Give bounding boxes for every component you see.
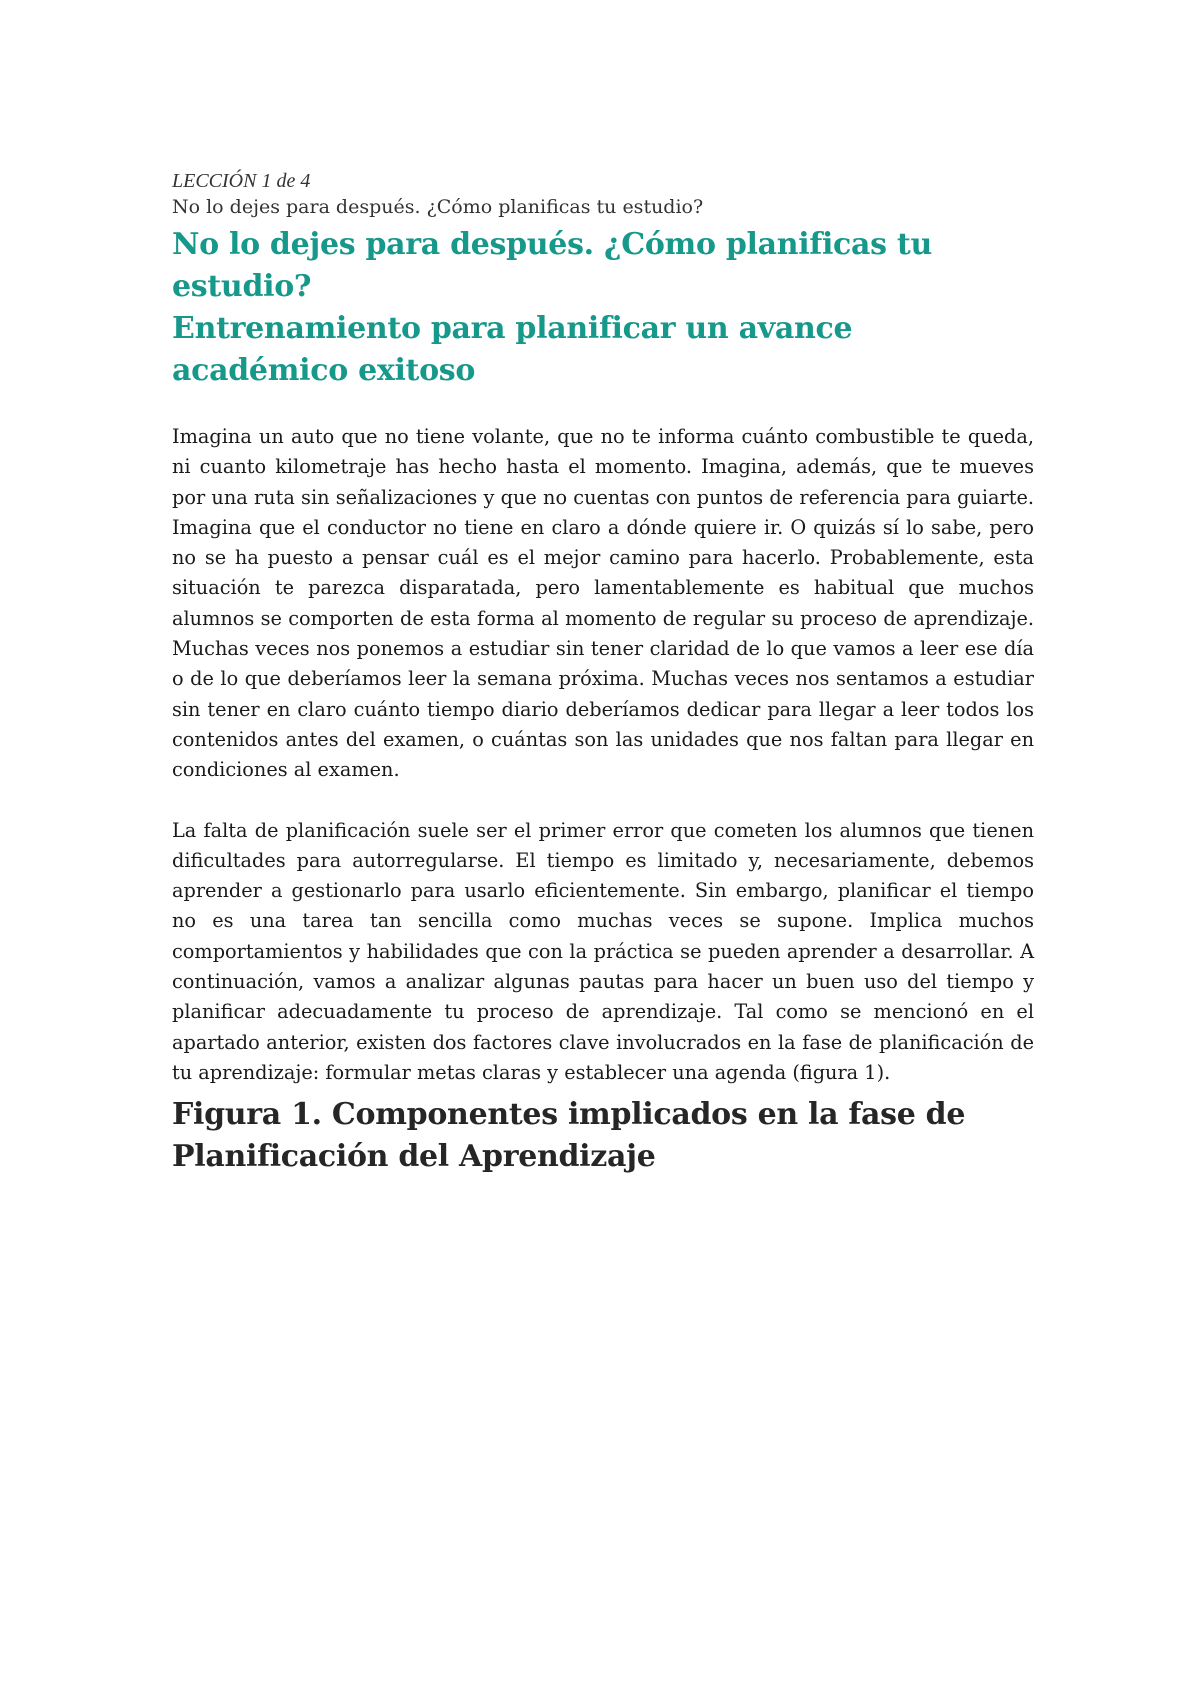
main-title-line-2: Entrenamiento para planificar un avance académico exitoso xyxy=(172,311,853,388)
lesson-subtitle: No lo dejes para después. ¿Cómo planificas tu estudio? xyxy=(172,196,704,218)
document-page xyxy=(172,168,1034,1178)
figure-title: Figura 1. Componentes implicados en la fase de Planificación del Aprendizaje xyxy=(172,1097,966,1175)
lesson-label: LECCIÓN 1 de 4 xyxy=(172,170,311,192)
body-paragraph-1: Imagina un auto que no tiene volante, que no te informa cuánto combustible te queda, ni cuanto kilometraje has hecho hasta el momento. Imagina, además, que te mueves por una ruta sin señalizaciones y que no cuentas con puntos de referencia para guiarte. Imagina que el conductor no tiene en claro a dónde quiere ir. O quizás sí lo sabe, pero no se ha puesto a pensar cuál es el mejor camino para hacerlo. Probablemente, esta situación te parezca disparatada, pero lamentablemente es habitual que muchos alumnos se comporten de esta forma al momento de regular su proceso de aprendizaje. Muchas veces nos ponemos a estudiar sin tener claridad de lo que vamos a leer ese día o de lo que deberíamos leer la semana próxima. Muchas veces nos sentamos a estudiar sin tener en claro cuánto tiempo diario deberíamos dedicar para llegar a leer todos los contenidos antes del examen, o cuántas son las unidades que nos faltan para llegar en condiciones al examen. xyxy=(172,425,1034,782)
main-title-line-1: No lo dejes para después. ¿Cómo planificas tu estudio? xyxy=(172,227,932,304)
main-title xyxy=(172,224,1034,392)
body-paragraph-2: La falta de planificación suele ser el primer error que cometen los alumnos que tienen dificultades para autorregularse. El tiempo es limitado y, necesariamente, debemos aprender a gestionarlo para usarlo eficientemente. Sin embargo, planificar el tiempo no es una tarea tan sencilla como muchas veces se supone. Implica muchos comportamientos y habilidades que con la práctica se pueden aprender a desarrollar. A continuación, vamos a analizar algunas pautas para hacer un buen uso del tiempo y planificar adecuadamente tu proceso de aprendizaje. Tal como se mencionó en el apartado anterior, existen dos factores clave involucrados en la fase de planificación de tu aprendizaje: formular metas claras y establecer una agenda (figura 1). xyxy=(172,818,1034,1084)
